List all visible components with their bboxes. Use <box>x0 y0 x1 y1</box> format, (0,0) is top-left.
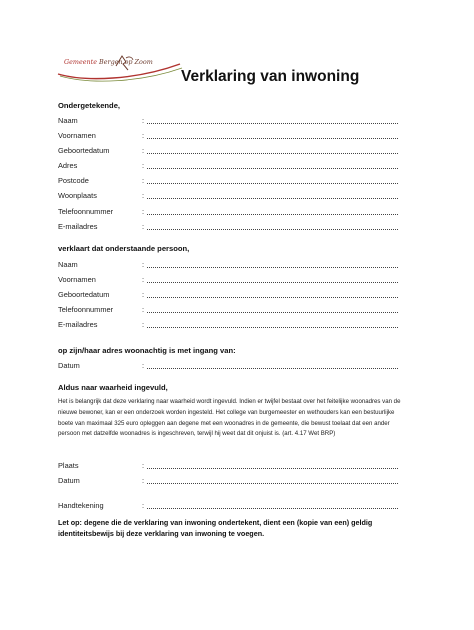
field-naam-2[interactable] <box>58 260 398 270</box>
colon: : <box>142 176 145 185</box>
dotted-line <box>147 327 398 328</box>
dotted-line <box>147 123 398 124</box>
field-woonplaats-1[interactable] <box>58 191 398 201</box>
dotted-line <box>147 267 398 268</box>
field-label: Plaats <box>58 461 79 470</box>
field-handtekening[interactable] <box>58 501 398 511</box>
dotted-line <box>147 138 398 139</box>
field-label: E-mailadres <box>58 320 98 329</box>
field-telefoonnummer-2[interactable] <box>58 305 398 315</box>
field-postcode-1[interactable] <box>58 176 398 186</box>
colon: : <box>142 501 145 510</box>
id-requirement-note: Let op: degene die de verklaring van inwoning ondertekent, dient een (kopie van een) geldig identiteitsbewijs bij deze verklaring van inwoning te voegen. <box>58 518 373 538</box>
field-voornamen-1[interactable] <box>58 131 398 141</box>
colon: : <box>142 222 145 231</box>
field-voornamen-2[interactable] <box>58 275 398 285</box>
field-label: Handtekening <box>58 501 104 510</box>
dotted-line <box>147 297 398 298</box>
dotted-line <box>147 468 398 469</box>
colon: : <box>142 191 145 200</box>
field-label: Adres <box>58 161 78 170</box>
colon: : <box>142 305 145 314</box>
section-heading-waarheid: Aldus naar waarheid ingevuld, <box>58 383 168 392</box>
field-label: Telefoonnummer <box>58 207 114 216</box>
field-telefoonnummer-1[interactable] <box>58 207 398 217</box>
field-label: Voornamen <box>58 275 96 284</box>
colon: : <box>142 361 145 370</box>
field-label: Datum <box>58 476 80 485</box>
field-label: Geboortedatum <box>58 146 110 155</box>
dotted-line <box>147 168 398 169</box>
field-plaats[interactable] <box>58 461 398 471</box>
colon: : <box>142 207 145 216</box>
field-label: Woonplaats <box>58 191 97 200</box>
field-label: Naam <box>58 116 78 125</box>
dotted-line <box>147 312 398 313</box>
colon: : <box>142 320 145 329</box>
field-label: Geboortedatum <box>58 290 110 299</box>
dotted-line <box>147 229 398 230</box>
colon: : <box>142 275 145 284</box>
dotted-line <box>147 198 398 199</box>
field-geboortedatum-1[interactable] <box>58 146 398 156</box>
field-emailadres-1[interactable] <box>58 222 398 232</box>
field-label: Datum <box>58 361 80 370</box>
dotted-line <box>147 214 398 215</box>
field-label: Telefoonnummer <box>58 305 114 314</box>
legal-paragraph: Het is belangrijk dat deze verklaring naar waarheid wordt ingevuld. Indien er twijfel bestaat over het feitelijke woonadres van de nieuwe bewoner, kan er een onderzoek worden ingesteld. Het college van burgemeester en wethouders kan een bestuurlijke boete van maximaal 325 euro opleggen aan degene met een woonadres in de gemeente, die bewust toelaat dat een ander persoon met datzelfde woonadres is ingeschreven, terwijl hij weet dat dit onjuist is. (art. 4.17 Wet BRP) <box>58 398 401 438</box>
colon: : <box>142 260 145 269</box>
logo-text: Gemeente Bergen op Zoom <box>64 58 153 66</box>
colon: : <box>142 461 145 470</box>
field-adres-1[interactable] <box>58 161 398 171</box>
field-emailadres-2[interactable] <box>58 320 398 330</box>
field-datum-ondertekening[interactable] <box>58 476 398 486</box>
field-label: Postcode <box>58 176 89 185</box>
dotted-line <box>147 153 398 154</box>
field-label: Naam <box>58 260 78 269</box>
section-heading-ingang: op zijn/haar adres woonachtig is met ingang van: <box>58 346 236 355</box>
field-naam-1[interactable] <box>58 116 398 126</box>
field-label: E-mailadres <box>58 222 98 231</box>
dotted-line <box>147 368 398 369</box>
colon: : <box>142 146 145 155</box>
colon: : <box>142 476 145 485</box>
field-datum-ingang[interactable] <box>58 361 398 371</box>
page-title: Verklaring van inwoning <box>181 68 360 85</box>
dotted-line <box>147 483 398 484</box>
colon: : <box>142 131 145 140</box>
colon: : <box>142 116 145 125</box>
field-geboortedatum-2[interactable] <box>58 290 398 300</box>
dotted-line <box>147 282 398 283</box>
dotted-line <box>147 508 398 509</box>
municipality-logo <box>56 52 186 86</box>
colon: : <box>142 290 145 299</box>
section-heading-ondergetekende: Ondergetekende, <box>58 101 121 110</box>
colon: : <box>142 161 145 170</box>
field-label: Voornamen <box>58 131 96 140</box>
dotted-line <box>147 183 398 184</box>
section-heading-persoon: verklaart dat onderstaande persoon, <box>58 244 190 253</box>
